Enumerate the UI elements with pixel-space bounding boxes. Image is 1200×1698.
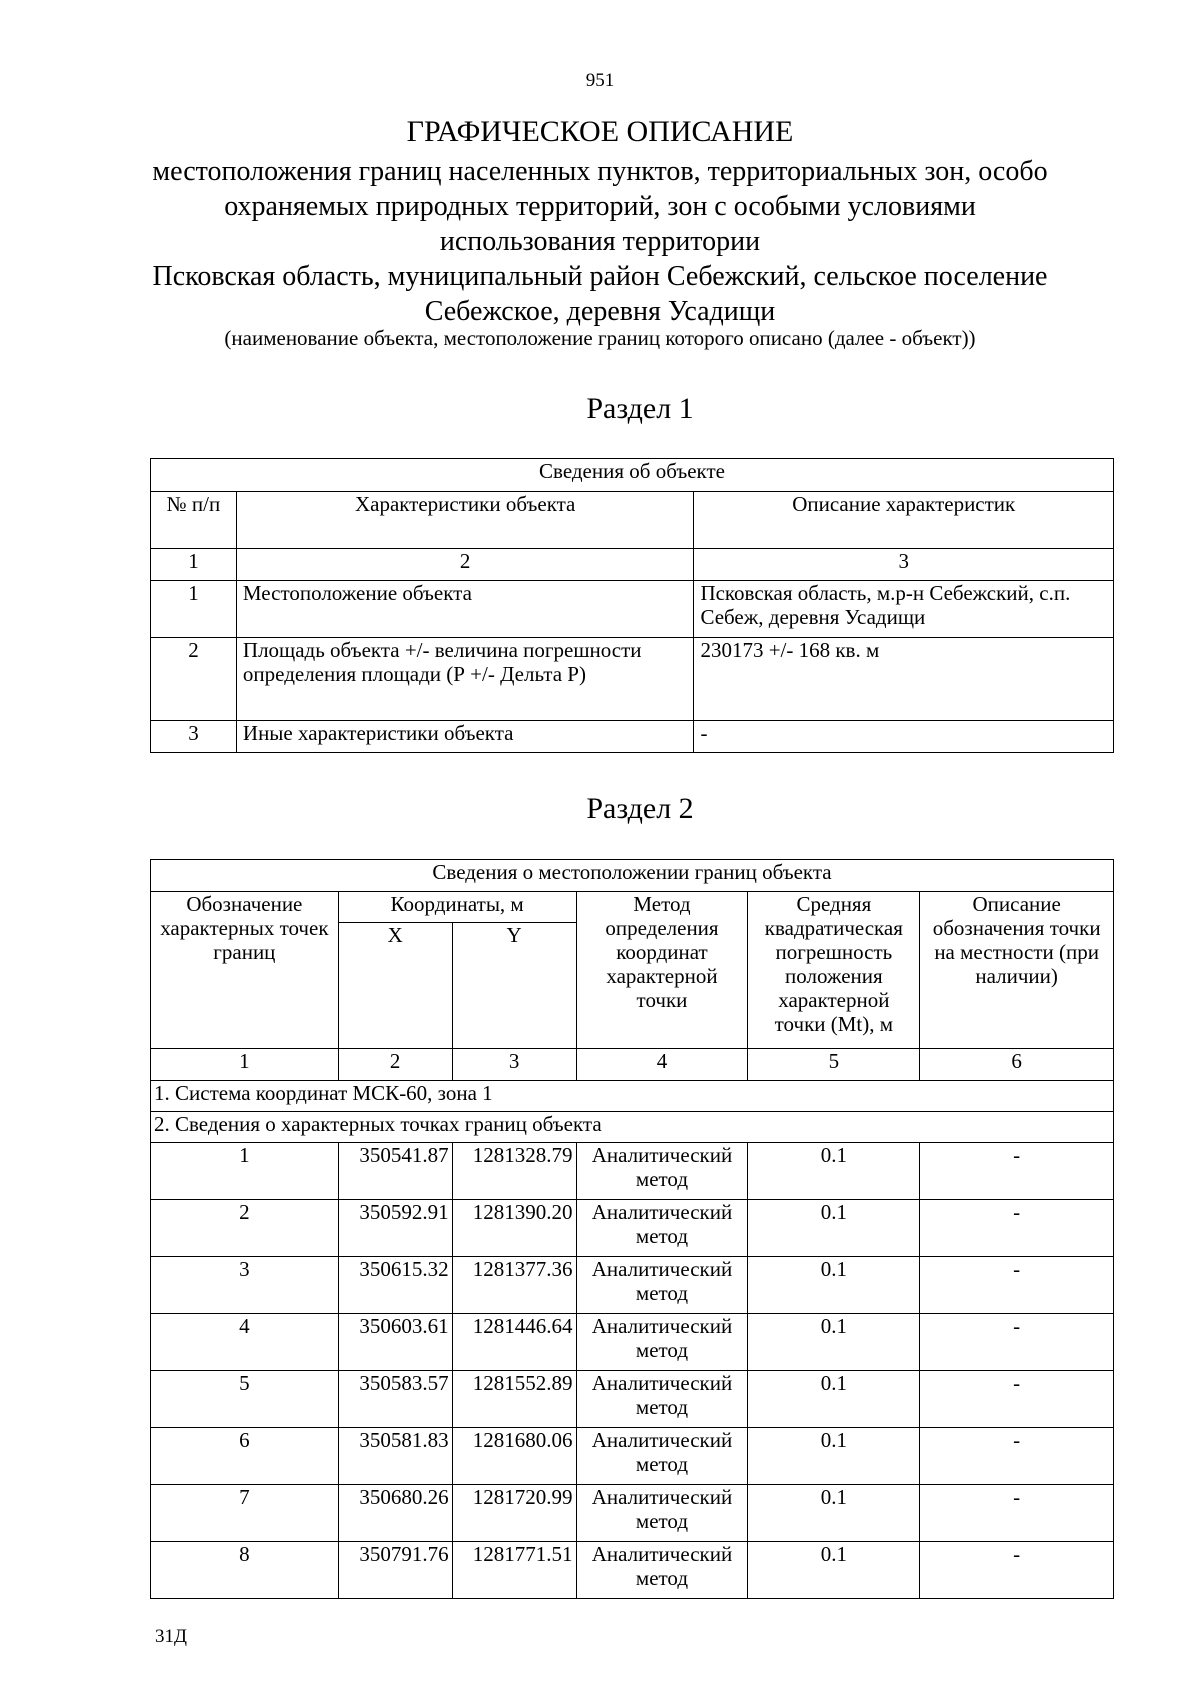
row-number: 1 xyxy=(151,581,237,638)
coordinate-y: 1281720.99 xyxy=(452,1485,576,1542)
table-row xyxy=(151,1485,1114,1542)
header-method: Метод определения координат характерной точки xyxy=(576,892,748,1049)
point-description: - xyxy=(920,1371,1114,1428)
header-coordinates: Координаты, м xyxy=(338,892,576,923)
subtitle-line: охраняемых природных территорий, зон с особыми условиями xyxy=(224,191,976,222)
coordinate-y: 1281328.79 xyxy=(452,1143,576,1200)
coordinate-x: 350592.91 xyxy=(338,1200,452,1257)
column-number: 2 xyxy=(236,549,694,581)
error-mt: 0.1 xyxy=(748,1428,920,1485)
point-id: 7 xyxy=(151,1485,339,1542)
method: Аналитический метод xyxy=(576,1428,748,1485)
table-row xyxy=(151,1428,1114,1485)
point-id: 6 xyxy=(151,1428,339,1485)
coordinate-y: 1281377.36 xyxy=(452,1257,576,1314)
table-row xyxy=(151,1542,1114,1599)
error-mt: 0.1 xyxy=(748,1314,920,1371)
method: Аналитический метод xyxy=(576,1371,748,1428)
footer-code: 31Д xyxy=(155,1626,187,1647)
column-number: 4 xyxy=(576,1049,748,1081)
subtitle-line: Псковская область, муниципальный район Себежский, сельское поселение xyxy=(152,261,1048,292)
subtitle-line: местоположения границ населенных пунктов, территориальных зон, особо xyxy=(152,156,1048,187)
table-row xyxy=(151,638,1114,721)
header-number: № п/п xyxy=(151,492,237,549)
characteristic-value: - xyxy=(694,721,1114,753)
point-id: 4 xyxy=(151,1314,339,1371)
column-number: 1 xyxy=(151,549,237,581)
method: Аналитический метод xyxy=(576,1143,748,1200)
method: Аналитический метод xyxy=(576,1542,748,1599)
object-info-table xyxy=(150,458,1114,753)
column-number: 3 xyxy=(452,1049,576,1081)
header-point-description: Описание обозначения точки на местности (при наличии) xyxy=(920,892,1114,1049)
method: Аналитический метод xyxy=(576,1257,748,1314)
error-mt: 0.1 xyxy=(748,1542,920,1599)
point-id: 1 xyxy=(151,1143,339,1200)
error-mt: 0.1 xyxy=(748,1485,920,1542)
coordinate-x: 350583.57 xyxy=(338,1371,452,1428)
coordinate-x: 350603.61 xyxy=(338,1314,452,1371)
header-error: Средняя квадратическая погрешность положения характерной точки (Mt), м xyxy=(748,892,920,1049)
coordinate-x: 350615.32 xyxy=(338,1257,452,1314)
table-title: Сведения об объекте xyxy=(151,459,1114,492)
points-header: 2. Сведения о характерных точках границ объекта xyxy=(151,1112,1114,1143)
characteristic: Площадь объекта +/- величина погрешности определения площади (Р +/- Дельта Р) xyxy=(236,638,694,721)
coordinate-x: 350541.87 xyxy=(338,1143,452,1200)
point-description: - xyxy=(920,1200,1114,1257)
characteristic-value: 230173 +/- 168 кв. м xyxy=(694,638,1114,721)
row-number: 2 xyxy=(151,638,237,721)
table-row xyxy=(151,721,1114,753)
row-number: 3 xyxy=(151,721,237,753)
header-designation: Обозначение характерных точек границ xyxy=(151,892,339,1049)
document-title: ГРАФИЧЕСКОЕ ОПИСАНИЕ xyxy=(406,115,794,148)
header-characteristics: Характеристики объекта xyxy=(236,492,694,549)
table-row xyxy=(151,581,1114,638)
point-id: 3 xyxy=(151,1257,339,1314)
error-mt: 0.1 xyxy=(748,1143,920,1200)
table-title: Сведения о местоположении границ объекта xyxy=(151,860,1114,892)
table-row xyxy=(151,1200,1114,1257)
coordinate-x: 350680.26 xyxy=(338,1485,452,1542)
characteristic: Местоположение объекта xyxy=(236,581,694,638)
table-row xyxy=(151,1257,1114,1314)
point-description: - xyxy=(920,1314,1114,1371)
header-x: X xyxy=(338,923,452,1049)
subtitle-line: Себежское, деревня Усадищи xyxy=(424,296,776,327)
characteristic: Иные характеристики объекта xyxy=(236,721,694,753)
point-id: 8 xyxy=(151,1542,339,1599)
coordinate-x: 350581.83 xyxy=(338,1428,452,1485)
point-description: - xyxy=(920,1257,1114,1314)
point-id: 5 xyxy=(151,1371,339,1428)
column-number: 1 xyxy=(151,1049,339,1081)
subtitle-line: использования территории xyxy=(439,226,761,257)
point-id: 2 xyxy=(151,1200,339,1257)
section-2-title: Раздел 2 xyxy=(586,792,694,825)
coordinate-y: 1281552.89 xyxy=(452,1371,576,1428)
point-description: - xyxy=(920,1542,1114,1599)
method: Аналитический метод xyxy=(576,1200,748,1257)
error-mt: 0.1 xyxy=(748,1257,920,1314)
coordinate-y: 1281771.51 xyxy=(452,1542,576,1599)
coordinate-system: 1. Система координат МСК-60, зона 1 xyxy=(151,1081,1114,1112)
method: Аналитический метод xyxy=(576,1485,748,1542)
column-number: 6 xyxy=(920,1049,1114,1081)
error-mt: 0.1 xyxy=(748,1371,920,1428)
coordinate-y: 1281390.20 xyxy=(452,1200,576,1257)
section-1-title: Раздел 1 xyxy=(586,392,694,425)
boundary-points-table xyxy=(150,859,1114,1599)
method: Аналитический метод xyxy=(576,1314,748,1371)
object-caption: (наименование объекта, местоположение границ которого описано (далее - объект)) xyxy=(224,326,976,350)
table-row xyxy=(151,1314,1114,1371)
coordinate-x: 350791.76 xyxy=(338,1542,452,1599)
error-mt: 0.1 xyxy=(748,1200,920,1257)
table-row xyxy=(151,1143,1114,1200)
point-description: - xyxy=(920,1428,1114,1485)
coordinate-y: 1281446.64 xyxy=(452,1314,576,1371)
header-y: Y xyxy=(452,923,576,1049)
characteristic-value: Псковская область, м.р-н Себежский, с.п. Себеж, деревня Усадищи xyxy=(694,581,1114,638)
page-number: 951 xyxy=(585,70,615,91)
column-number: 5 xyxy=(748,1049,920,1081)
point-description: - xyxy=(920,1143,1114,1200)
table-row xyxy=(151,1371,1114,1428)
column-number: 3 xyxy=(694,549,1114,581)
coordinate-y: 1281680.06 xyxy=(452,1428,576,1485)
point-description: - xyxy=(920,1485,1114,1542)
column-number: 2 xyxy=(338,1049,452,1081)
header-description: Описание характеристик xyxy=(694,492,1114,549)
